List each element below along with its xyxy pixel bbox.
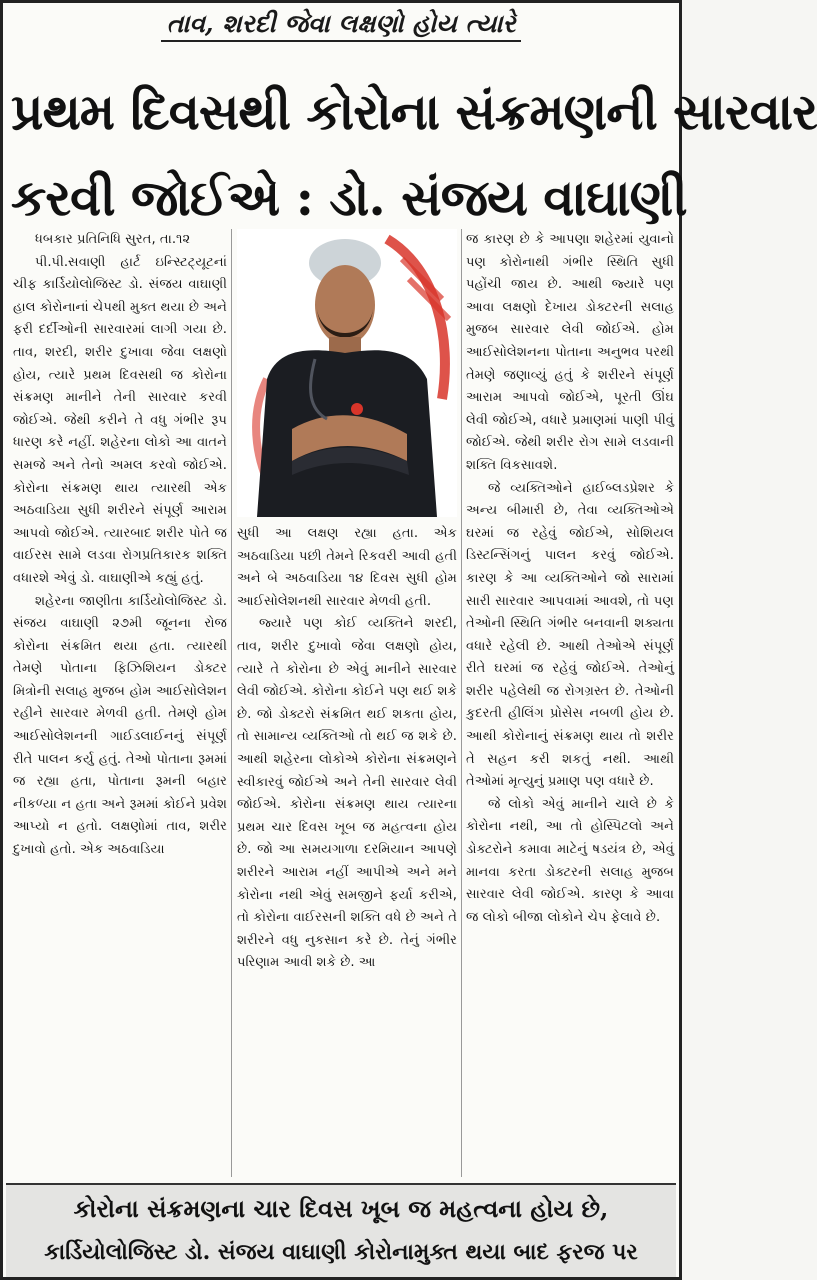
doctor-photo	[237, 229, 457, 517]
paragraph: પી.પી.સવાણી હાર્ટ ઇન્સ્ટિટ્યૂટનાં ચીફ કાર્ડિયોલોજિસ્ટ ડો. સંજય વાઘાણી હાલ કોરોનાનાં ચેપથી મુક્ત થયા છે અને ફરી દર્દીઓની સારવારમાં લાગી ગયા છે. તાવ, શરદી, શરીર દુખાવા જેવા લક્ષણો હોય, ત્યારે પ્રથમ દિવસથી જ કોરોના સંક્રમણ માનીને તેની સારવાર કરવી જોઈએ. જેથી કરીને તે વધુ ગંભીર રૂપ ધારણ કરે નહીં. શહેરના લોકો આ વાતને સમજે અને તેનો અમલ કરવો જોઈએ. કોરોના સંક્રમણ થાય ત્યારથી એક અઠવાડિયા સુધી શરીરને સંપૂર્ણ આરામ આપવો જોઈએ. ત્યારબાદ શરીર પોતે જ વાઈરસ સામે લડવા રોગપ્રતિકારક શક્તિ વધારશે એવું ડો. વાઘાણીએ કહ્યું હતું.	[13, 254, 227, 586]
footer-banner	[6, 1183, 676, 1277]
article-column-1	[13, 229, 227, 1151]
paragraph: જ્યારે પણ કોઈ વ્યક્તિને શરદી, તાવ, શરીર દુખાવો જેવા લક્ષણો હોય, ત્યારે તે કોરોના છે એવું માનીને સારવાર લેવી જોઈએ. કોરોના કોઈને પણ થઈ શકે છે. જો ડોક્ટરો સંક્રમિત થઈ શકતા હોય, તો સામાન્ય વ્યક્તિઓ તો થઈ જ શકે છે. આથી શહેરના લોકોએ કોરોના સંક્રમણને સ્વીકારવું જોઈએ અને તેની સારવાર લેવી જોઈએ. કોરોના સંક્રમણ થાય ત્યારના પ્રથમ ચાર દિવસ ખૂબ જ મહત્વના હોય છે. જો આ સમયગાળા દરમિયાન આપણે શરીરને આરામ નહીં આપીએ અને મને કોરોના નથી એવું સમજીને ફર્યા કરીએ, તો કોરોના વાઈરસની શક્તિ વધે છે અને તે શરીરને વધુ નુકસાન કરે છે. તેનું ગંભીર પરિણામ આવી શકે છે. આ	[237, 616, 457, 971]
column-divider-right	[461, 229, 462, 1177]
kicker-heading	[3, 9, 679, 39]
kicker-text: તાવ, શરદી જેવા લક્ષણો હોય ત્યારે	[161, 9, 522, 42]
article-column-3	[466, 229, 674, 1177]
paragraph: સુધી આ લક્ષણ રહ્યા હતા. એક અઠવાડિયા પછી તેમને રિકવરી આવી હતી અને બે અઠવાડિયા ૧૪ દિવસ સુધી હોમ આઈસોલેશનથી સારવાર મેળવી હતી.	[237, 526, 457, 609]
paragraph: શહેરના જાણીતા કાર્ડિયોલોજિસ્ટ ડો. સંજય વાઘાણી ૨૭મી જૂનના રોજ કોરોના સંક્રમિત થયા હતા. ત્યારથી તેમણે પોતાના ફિઝિશિયન ડોક્ટર મિત્રોની સલાહ મુજબ હોમ આઈસોલેશન રહીને સારવાર મેળવી હતી. તેમણે હોમ આઈસોલેશનની ગાઈડલાઈનનું સંપૂર્ણ રીતે પાલન કર્યુ હતું. તેઓ પોતાના રૂમમાં જ રહ્યા હતા, પોતાના રૂમની બહાર નીકળ્યા ન હતા અને રૂમમાં કોઈને પ્રવેશ આપ્યો ન હતો. લક્ષણોમાં તાવ, શરીર દુખાવો હતો. એક અઠવાડિયા	[13, 593, 227, 858]
headline-line-2: કરવી જોઈએ : ડો. સંજય વાઘાણી	[11, 168, 687, 227]
article-column-2	[237, 523, 457, 1177]
footer-line-2: કાર્ડિયોલોજિસ્ટ ડો. સંજય વાઘાણી કોરોનામુક્ત થયા બાદ ફરજ પર	[44, 1239, 638, 1265]
footer-line-1: કોરોના સંક્રમણના ચાર દિવસ ખૂબ જ મહત્વના હોય છે,	[73, 1194, 609, 1223]
column-divider-left	[231, 229, 232, 1177]
headline-line-1: પ્રથમ દિવસથી કોરોના સંક્રમણની સારવાર	[11, 82, 817, 141]
doctor-portrait-illustration	[237, 229, 457, 517]
dateline: ધબકાર પ્રતિનિધિ સુરત, તા.૧૨	[35, 232, 191, 247]
paragraph: જે લોકો એવું માનીને ચાલે છે કે કોરોના નથી, આ તો હોસ્પિટલો અને ડોક્ટરોને કમાવા માટેનું ષડયંત્ર છે, એવું માનવા કરતા ડોક્ટરની સલાહ મુજબ સારવાર લેવી જોઈએ. કારણ કે આવા જ લોકો બીજા લોકોને ચેપ ફેલાવે છે.	[466, 796, 674, 925]
paragraph: જે વ્યક્તિઓને હાઈબ્લડપ્રેશર કે અન્ય બીમારી છે, તેવા વ્યક્તિઓએ ઘરમાં જ રહેવું જોઈએ, સોશિયલ ડિસ્ટન્સિંગનું પાલન કરવું જોઈએ. કારણ કે આ વ્યક્તિઓને જો સારામાં સારી સારવાર આપવામાં આવશે, તો પણ તેઓની સ્થિતિ ગંભીર બનવાની શક્યતા વધારે રહેલી છે. આથી તેઓએ સંપૂર્ણ રીતે ઘરમાં જ રહેવું જોઈએ. તેઓનું શરીર પહેલેથી જ રોગગ્રસ્ત છે. તેઓની કુદરતી હીલિંગ પ્રોસેસ નબળી હોય છે. આથી કોરોનાનું સંક્રમણ થાય તો શરીર તે સહન કરી શકતું નથી. આથી તેઓમાં મૃત્યુનું પ્રમાણ પણ વધારે છે.	[466, 480, 674, 790]
paragraph: જ કારણ છે કે આપણા શહેરમાં યુવાનો પણ કોરોનાથી ગંભીર સ્થિતિ સુધી પહોંચી જાય છે. આથી જ્યારે પણ આવા લક્ષણો દેખાય ડોક્ટરની સલાહ મુજબ સારવાર લેવી જોઈએ. હોમ આઈસોલેશનના પોતાના અનુભવ પરથી તેમણે જણાવ્યું હતું કે શરીરને સંપૂર્ણ આરામ આપવો જોઈએ, પૂરતી ઊંઘ લેવી જોઈએ, વધારે પ્રમાણમાં પાણી પીવું જોઈએ. જેથી શરીર રોગ સામે લડવાની શક્તિ વિકસાવશે.	[466, 232, 674, 473]
